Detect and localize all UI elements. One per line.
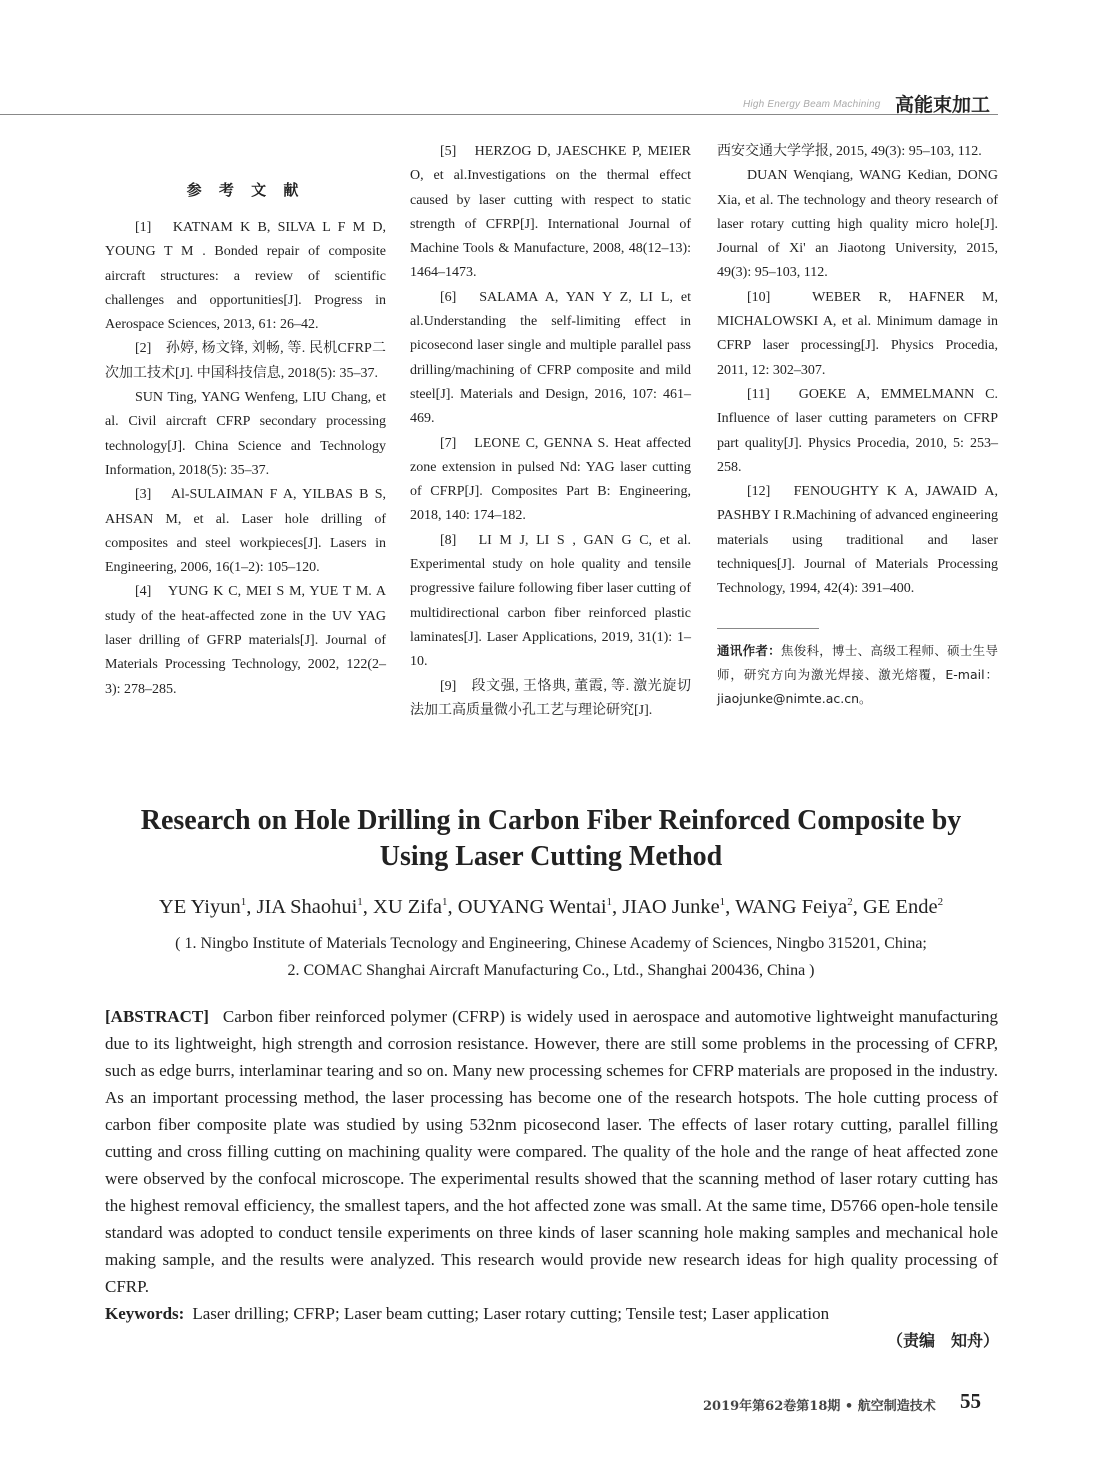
- keywords: [105, 1300, 998, 1327]
- corresponding-author-text: 焦俊科，博士、高级工程师、硕士生导师，研究方向为激光焊接、激光熔覆，E-mail：jiaojunke@nimte.ac.cn。: [717, 642, 998, 706]
- author-name: XU Zifa: [373, 896, 442, 918]
- keywords-label: Keywords:: [105, 1304, 185, 1323]
- author-name: JIA Shaohui: [256, 896, 358, 918]
- references-column-1: [105, 178, 386, 702]
- author-name: WANG Feiya: [735, 896, 848, 918]
- reference-item: [1] KATNAM K B, SILVA L F M D, YOUNG T M . Bonded repair of composite aircraft structures: a review of scientific challenges and opportunities[J]. Progress in Aerospace Sciences, 2013, 61: 26–42.: [105, 220, 386, 333]
- reference-item: 西安交通大学学报, 2015, 49(3): 95–103, 112.: [717, 144, 982, 159]
- abstract-label: [ABSTRACT]: [105, 1007, 209, 1026]
- affiliations: [100, 930, 1002, 984]
- affiliation-line: 2. COMAC Shanghai Aircraft Manufacturing Co., Ltd., Shanghai 200436, China ): [287, 962, 815, 979]
- reference-item: [4] YUNG K C, MEI S M, YUE T M. A study of the heat-affected zone in the UV YAG laser drilling of GFRP materials[J]. Journal of Materials Processing Technology, 2002, 122(2–3): 278–285.: [105, 584, 386, 697]
- author-affiliation-mark: 1: [240, 896, 247, 909]
- author-name: OUYANG Wentai: [457, 896, 607, 918]
- references-title: 参 考 文 献: [186, 181, 305, 199]
- author-list: YE Yiyun$^1$, JIA Shaohui$^1$, XU Zifa$^1$, OUYANG Wentai$^1$, JIAO Junke$^1$, WANG Feiya$^2$, GE Ende$^2$: [158, 896, 944, 918]
- reference-item: SUN Ting, YANG Wenfeng, LIU Chang, et al. Civil aircraft CFRP secondary processing technology[J]. China Science and Technology Information, 2018(5): 35–37.: [105, 390, 386, 478]
- corresponding-author-label: 通讯作者：: [717, 642, 781, 658]
- abstract-text: Carbon fiber reinforced polymer (CFRP) is widely used in aerospace and automotive lightweight manufacturing due to its lightweight, high strength and corrosion resistance. However, there are still some problems in the processing of CFRP, such as edge burrs, interlaminar tearing and so on. Many new processing schemes for CFRP materials are proposed in the industry. As an important processing method, the laser processing has become one of the research hotspots. The hole cutting process of carbon fiber composite plate was studied by using 532nm picosecond laser. The effects of laser rotary cutting, parallel filling cutting and cross filling cutting on machining quality were compared. The quality of the hole and the range of heat affected zone were observed by the confocal microscope. The experimental results showed that the scanning method of laser rotary cutting has the highest removal efficiency, the smallest tapers, and the hot affected zone was small. At the same time, D5766 open-hole tensile standard was adopted to conduct tensile experiments on three kinds of laser scanning hole making samples and mechanical hole making sample, and the results were analyzed. This research would provide new research ideas for high quality processing of CFRP.: [105, 1007, 998, 1296]
- footer-journal: 2019年第62卷第18期 • 航空制造技术: [703, 1399, 936, 1414]
- author-name: YE Yiyun: [158, 896, 241, 918]
- author-affiliation-mark: 2: [847, 896, 853, 909]
- reference-item: [2] 孙婷, 杨文锋, 刘畅, 等. 民机CFRP二次加工技术[J]. 中国科技信息, 2018(5): 35–37.: [105, 341, 386, 381]
- paper-title: [100, 803, 1002, 875]
- page-number: 55: [960, 1389, 981, 1413]
- author-affiliation-mark: 2: [937, 896, 944, 909]
- keywords-text: Laser drilling; CFRP; Laser beam cutting; Laser rotary cutting; Tensile test; Laser application: [192, 1304, 830, 1323]
- reference-item: [10] WEBER R, HAFNER M, MICHALOWSKI A, et al. Minimum damage in CFRP laser processing[J]. Physics Procedia, 2011, 12: 302–307.: [717, 289, 998, 378]
- corresponding-author-note: [717, 639, 998, 711]
- author-affiliation-mark: 1: [441, 896, 448, 909]
- abstract: [105, 1003, 998, 1300]
- reference-item: [12] FENOUGHTY K A, JAWAID A, PASHBY I R.Machining of advanced engineering materials using traditional and laser techniques[J]. Journal of Materials Processing Technology, 1994, 42(4): 391–400.: [717, 484, 998, 597]
- reference-item: [11] GOEKE A, EMMELMANN C. Influence of laser cutting parameters on CFRP part quality[J]. Physics Procedia, 2010, 5: 253–258.: [717, 386, 998, 475]
- author-affiliation-mark: 1: [606, 896, 613, 909]
- paper-title-line: Research on Hole Drilling in Carbon Fiber Reinforced Composite by: [140, 805, 962, 836]
- references-column-2: [410, 140, 691, 723]
- author-affiliation-mark: 1: [357, 896, 363, 909]
- reference-item: DUAN Wenqiang, WANG Kedian, DONG Xia, et al. The technology and theory research of laser rotary cutting high quality micro hole[J]. Journal of Xi' an Jiaotong University, 2015, 49(3): 95–103, 112.: [717, 168, 998, 281]
- header-chinese: 高能束加工: [895, 94, 991, 116]
- references-column-3: [717, 140, 998, 711]
- editor-note: （责编 知舟）: [886, 1331, 999, 1350]
- reference-item: [5] HERZOG D, JAESCHKE P, MEIER O, et al.Investigations on the thermal effect caused by laser cutting with respect to static strength of CFRP[J]. International Journal of Machine Tools & Manufacture, 2008, 48(12–13): 1464–1473.: [410, 144, 691, 281]
- header-english: High Energy Beam Machining: [743, 99, 881, 110]
- reference-item: [6] SALAMA A, YAN Y Z, LI L, et al.Understanding the self-limiting effect in picosecond laser single and multiple parallel pass drilling/machining of CFRP composite and mild steel[J]. Materials and Design, 2016, 107: 461–469.: [410, 289, 691, 427]
- paper-title-line: Using Laser Cutting Method: [379, 841, 723, 872]
- footnote-rule: [717, 628, 819, 629]
- reference-item: [7] LEONE C, GENNA S. Heat affected zone extension in pulsed Nd: YAG laser cutting of CFRP[J]. Composites Part B: Engineering, 2018, 140: 174–182.: [410, 435, 691, 524]
- affiliation-line: ( 1. Ningbo Institute of Materials Tecnology and Engineering, Chinese Academy of Sciences, Ningbo 315201, China;: [175, 935, 927, 952]
- author-name: JIAO Junke: [622, 896, 720, 918]
- reference-item: [8] LI M J, LI S , GAN G C, et al. Experimental study on hole quality and tensile progressive failure following fiber laser cutting of multidirectional carbon fiber reinforced plastic laminates[J]. Laser Applications, 2019, 31(1): 1–10.: [410, 532, 691, 670]
- reference-item: [9] 段文强, 王恪典, 董霞, 等. 激光旋切法加工高质量微小孔工艺与理论研究[J].: [410, 678, 691, 718]
- reference-item: [3] Al-SULAIMAN F A, YILBAS B S, AHSAN M, et al. Laser hole drilling of composites and steel workpieces[J]. Lasers in Engineering, 2006, 16(1–2): 105–120.: [105, 487, 386, 576]
- header-rule: [0, 114, 998, 115]
- author-name: GE Ende: [862, 896, 938, 918]
- author-affiliation-mark: 1: [719, 896, 726, 909]
